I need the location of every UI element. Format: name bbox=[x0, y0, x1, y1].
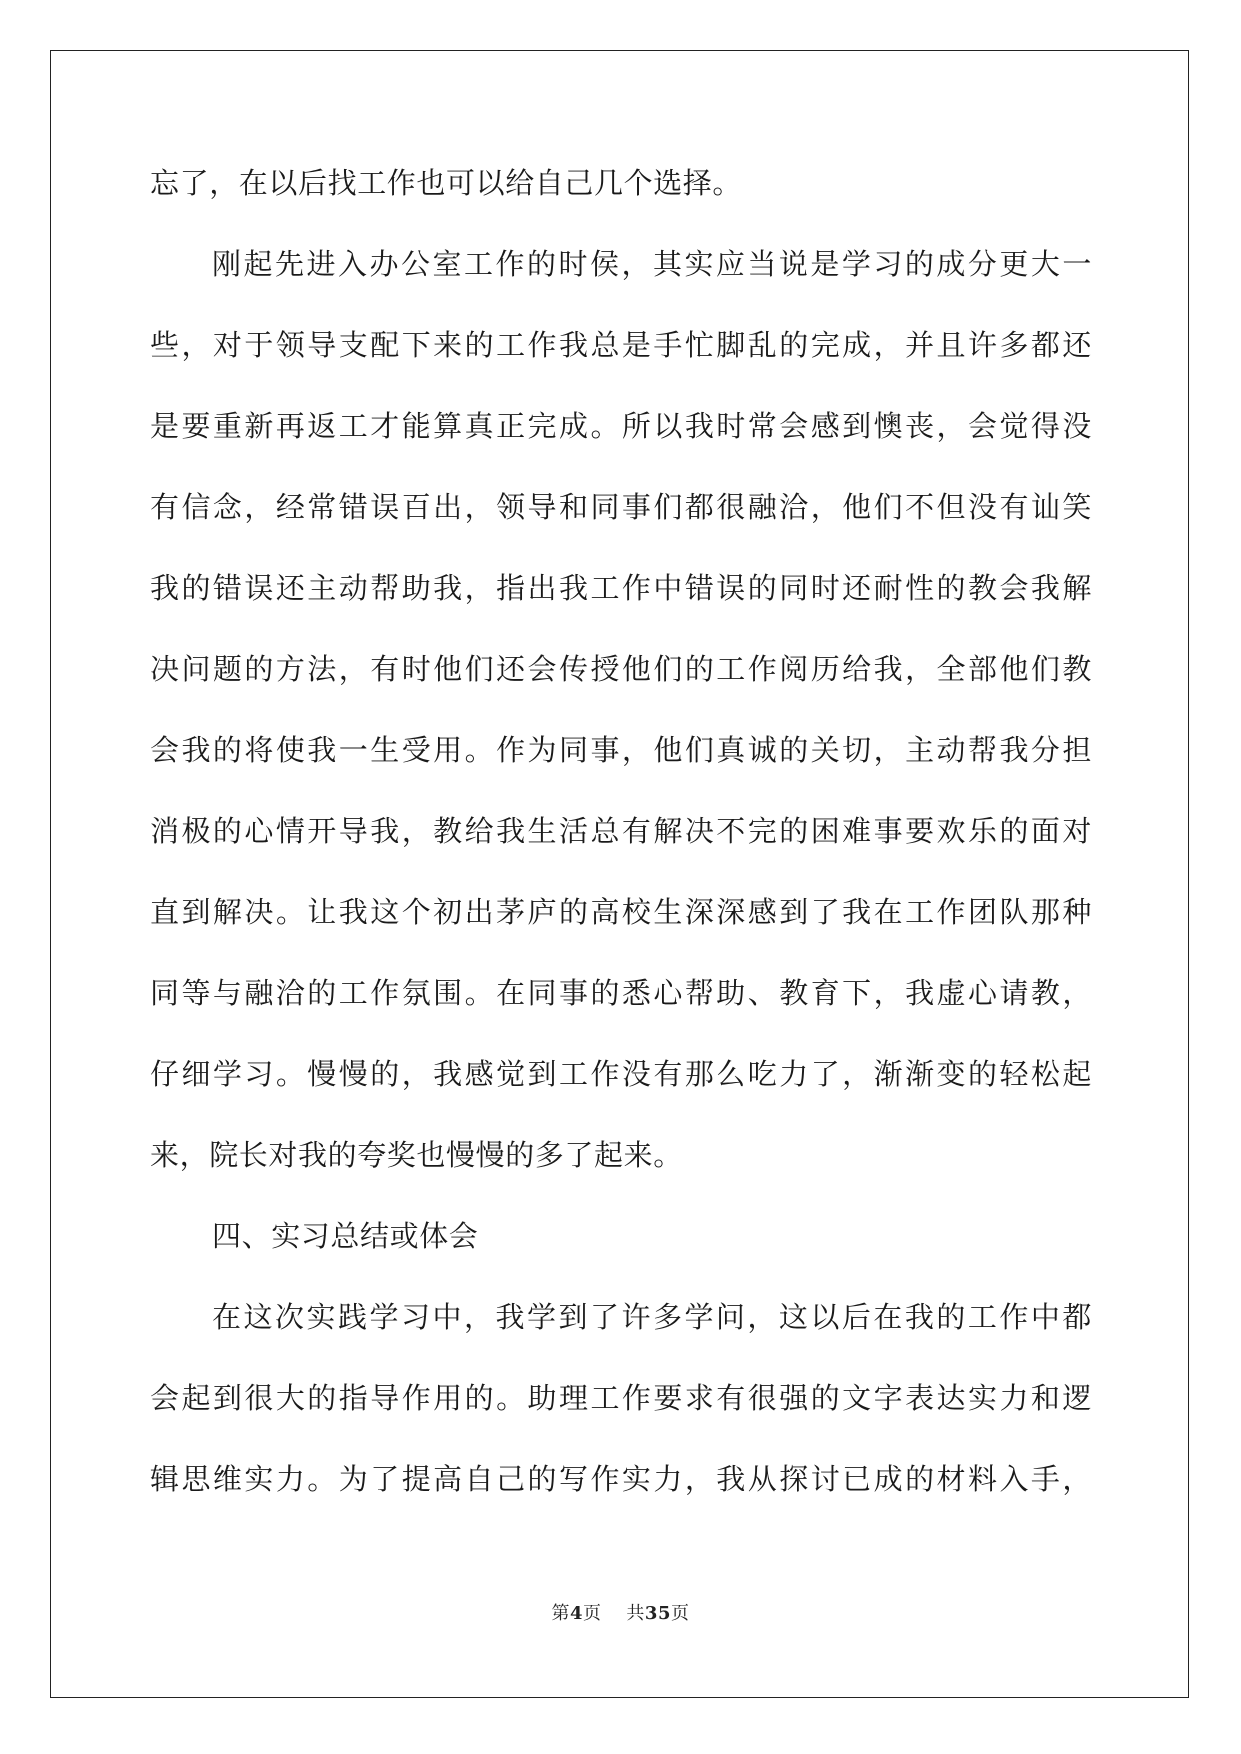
paragraph-start-line: 刚起先进入办公室工作的时侯，其实应当说是学习的成分更大一 bbox=[212, 247, 1092, 281]
text-line: 忘了，在以后找工作也可以给自己几个选择。 bbox=[150, 166, 743, 200]
text-line: 来，院长对我的夸奖也慢慢的多了起来。 bbox=[150, 1138, 683, 1172]
text-line: 我的错误还主动帮助我，指出我工作中错误的同时还耐性的教会我解 bbox=[150, 571, 1092, 605]
text-line: 消极的心情开导我，教给我生活总有解决不完的困难事要欢乐的面对 bbox=[150, 814, 1092, 848]
section-heading: 四、实习总结或体会 bbox=[212, 1219, 479, 1253]
page-suffix: 页 bbox=[583, 1603, 602, 1624]
page-border bbox=[50, 50, 1189, 1698]
text-line: 会我的将使我一生受用。作为同事，他们真诚的关切，主动帮我分担 bbox=[150, 733, 1092, 767]
text-line: 些，对于领导支配下来的工作我总是手忙脚乱的完成，并且许多都还 bbox=[150, 328, 1092, 362]
text-line: 直到解决。让我这个初出茅庐的高校生深深感到了我在工作团队那种 bbox=[150, 895, 1092, 929]
text-line: 同等与融洽的工作氛围。在同事的悉心帮助、教育下，我虚心请教， bbox=[150, 976, 1092, 1010]
text-line: 会起到很大的指导作用的。助理工作要求有很强的文字表达实力和逻 bbox=[150, 1381, 1092, 1415]
text-line: 有信念，经常错误百出，领导和同事们都很融洽，他们不但没有讪笑 bbox=[150, 490, 1092, 524]
text-line: 决问题的方法，有时他们还会传授他们的工作阅历给我，全部他们教 bbox=[150, 652, 1092, 686]
total-pages: 35 bbox=[644, 1603, 671, 1624]
total-suffix: 页 bbox=[670, 1603, 690, 1624]
text-line: 仔细学习。慢慢的，我感觉到工作没有那么吃力了，渐渐变的轻松起 bbox=[150, 1057, 1092, 1091]
page-footer bbox=[0, 1599, 1241, 1625]
text-line: 是要重新再返工才能算真正完成。所以我时常会感到懊丧，会觉得没 bbox=[150, 409, 1092, 443]
page-prefix: 第 bbox=[551, 1603, 570, 1624]
total-prefix: 共 bbox=[626, 1603, 645, 1624]
text-line: 辑思维实力。为了提高自己的写作实力，我从探讨已成的材料入手， bbox=[150, 1462, 1092, 1496]
page-number: 4 bbox=[570, 1603, 584, 1624]
paragraph-start-line: 在这次实践学习中，我学到了许多学问，这以后在我的工作中都 bbox=[212, 1300, 1092, 1334]
